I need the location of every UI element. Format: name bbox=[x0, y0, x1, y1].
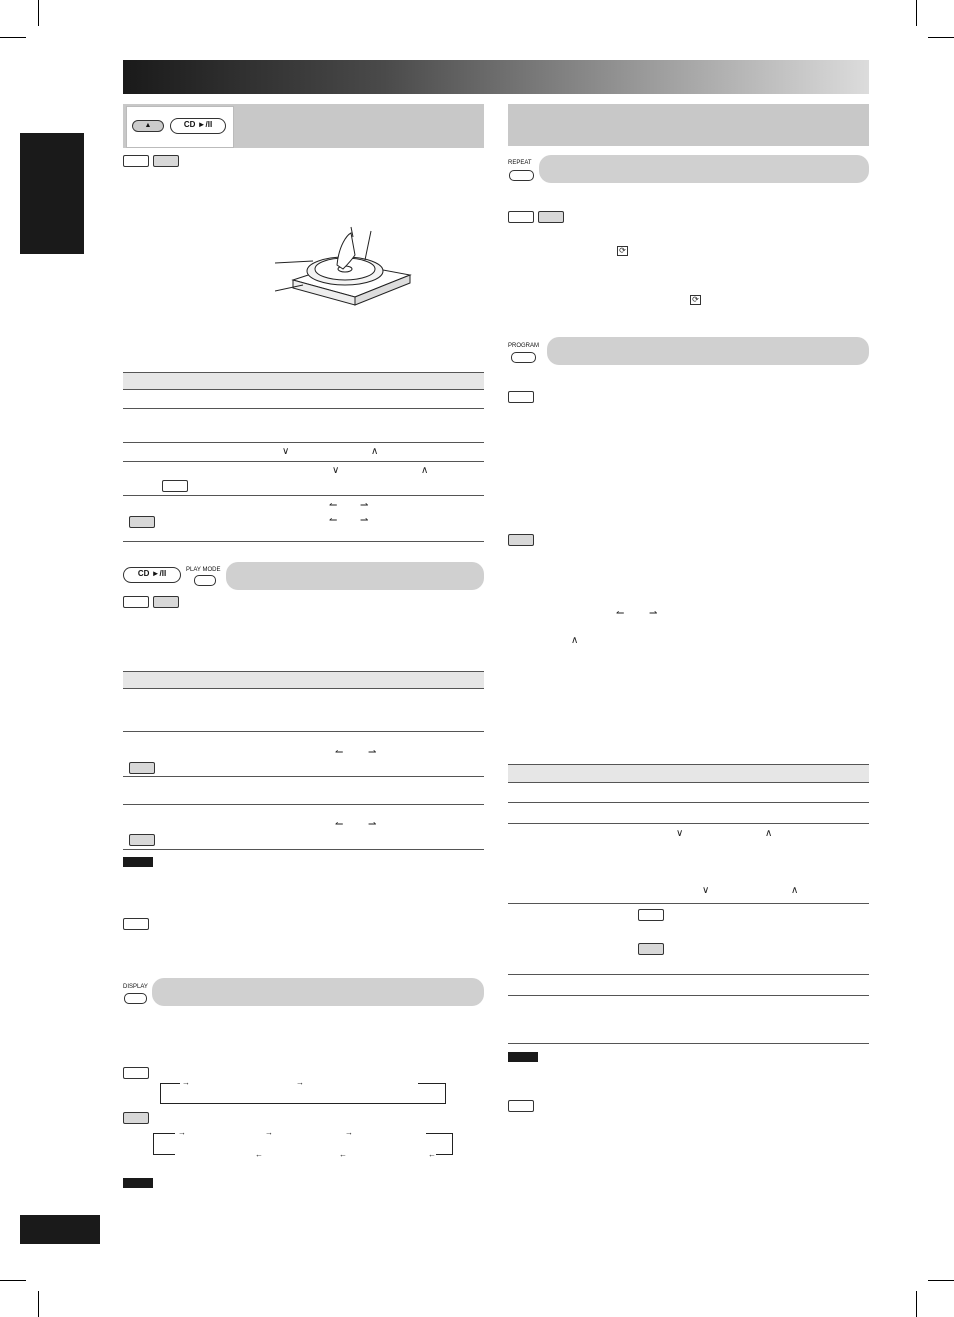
table-rule bbox=[123, 849, 484, 850]
down-glyph: ∨ bbox=[702, 885, 710, 896]
cycle-diagram-line bbox=[160, 1083, 161, 1103]
arrow-right-glyph: → bbox=[296, 1078, 304, 1087]
table-rule bbox=[508, 782, 869, 783]
remote-key bbox=[129, 834, 155, 846]
table-rule bbox=[123, 389, 484, 390]
cd-play-pause-button[interactable]: CD ►/II bbox=[170, 118, 226, 134]
crop-mark bbox=[916, 1291, 917, 1317]
table-rule bbox=[508, 802, 869, 803]
display-label: DISPLAY bbox=[123, 984, 148, 990]
cycle-diagram-line bbox=[452, 1133, 453, 1154]
remote-key bbox=[162, 480, 188, 492]
crop-mark bbox=[916, 0, 917, 26]
table-rule bbox=[123, 731, 484, 732]
arrow-left-glyph: ← bbox=[255, 1150, 263, 1159]
crop-mark bbox=[0, 37, 26, 38]
remote-key bbox=[508, 211, 534, 223]
table-rule bbox=[123, 671, 484, 672]
table-rule bbox=[123, 442, 484, 443]
cycle-diagram-line bbox=[160, 1103, 446, 1104]
skip-back-glyph: ↼ bbox=[335, 747, 344, 758]
table-header bbox=[123, 671, 484, 688]
skip-back-glyph: ↼ bbox=[616, 608, 625, 619]
up-glyph: ∧ bbox=[571, 635, 579, 646]
skip-fwd-glyph: ⇀ bbox=[649, 608, 658, 619]
section-header-repeat bbox=[539, 155, 869, 183]
cycle-diagram-line bbox=[436, 1154, 453, 1155]
section-header-play-mode bbox=[226, 562, 484, 590]
arrow-left-glyph: ← bbox=[428, 1150, 436, 1159]
table-header bbox=[508, 764, 869, 782]
table-rule bbox=[508, 995, 869, 996]
remote-key bbox=[123, 155, 149, 167]
skip-fwd-glyph: ⇀ bbox=[368, 819, 377, 830]
up-glyph: ∧ bbox=[421, 465, 429, 476]
table-rule bbox=[123, 688, 484, 689]
down-glyph: ∨ bbox=[332, 465, 340, 476]
remote-key bbox=[638, 909, 664, 921]
note-badge bbox=[123, 857, 153, 867]
repeat-indicator-icon: ⟳ bbox=[690, 295, 701, 305]
table-rule bbox=[508, 1043, 869, 1044]
page-number-tab bbox=[20, 1215, 100, 1244]
play-mode-label: PLAY MODE bbox=[186, 567, 221, 573]
crop-mark bbox=[38, 1291, 39, 1317]
disc-insertion-illustration bbox=[275, 225, 415, 315]
skip-fwd-glyph: ⇀ bbox=[368, 747, 377, 758]
side-language-tab bbox=[20, 133, 84, 254]
remote-key bbox=[153, 155, 179, 167]
up-glyph: ∧ bbox=[371, 446, 379, 457]
program-button[interactable] bbox=[511, 352, 536, 363]
cycle-diagram-line bbox=[153, 1133, 175, 1134]
cycle-diagram-line bbox=[160, 1083, 180, 1084]
table-rule bbox=[123, 408, 484, 409]
table-rule bbox=[508, 764, 869, 765]
up-glyph: ∧ bbox=[791, 885, 799, 896]
play-mode-button[interactable] bbox=[194, 575, 216, 586]
section-header-display bbox=[152, 978, 484, 1006]
remote-key bbox=[123, 1067, 149, 1079]
table-rule bbox=[508, 903, 869, 904]
arrow-left-glyph: ← bbox=[339, 1150, 347, 1159]
remote-key bbox=[153, 596, 179, 608]
table-rule bbox=[123, 804, 484, 805]
remote-key bbox=[129, 516, 155, 528]
remote-key bbox=[123, 1112, 149, 1124]
section-header-program bbox=[547, 337, 869, 365]
table-rule bbox=[123, 541, 484, 542]
table-rule bbox=[508, 823, 869, 824]
arrow-right-glyph: → bbox=[178, 1128, 186, 1137]
table-rule bbox=[123, 461, 484, 462]
cycle-diagram-line bbox=[153, 1154, 175, 1155]
cycle-diagram-line bbox=[426, 1133, 453, 1134]
cycle-diagram-line bbox=[418, 1083, 446, 1084]
repeat-label: REPEAT bbox=[508, 160, 532, 166]
table-rule bbox=[123, 372, 484, 373]
remote-key bbox=[123, 596, 149, 608]
program-label: PROGRAM bbox=[508, 343, 540, 349]
remote-key bbox=[508, 391, 534, 403]
repeat-indicator-icon: ⟳ bbox=[617, 246, 628, 256]
remote-key bbox=[638, 943, 664, 955]
crop-mark bbox=[38, 0, 39, 26]
crop-mark bbox=[928, 37, 954, 38]
cd-play-pause-button[interactable]: CD ►/II bbox=[123, 567, 181, 583]
table-rule bbox=[123, 495, 484, 496]
up-glyph: ∧ bbox=[765, 828, 773, 839]
skip-back-glyph: ↼ bbox=[335, 819, 344, 830]
page-header-bar bbox=[123, 60, 869, 94]
skip-fwd-glyph: ⇀ bbox=[360, 500, 369, 511]
arrow-right-glyph: → bbox=[182, 1078, 190, 1087]
cycle-diagram-line bbox=[153, 1133, 154, 1154]
table-header bbox=[123, 372, 484, 389]
remote-key bbox=[123, 918, 149, 930]
skip-back-glyph: ↼ bbox=[329, 515, 338, 526]
remote-key bbox=[129, 762, 155, 774]
down-glyph: ∨ bbox=[282, 446, 290, 457]
arrow-right-glyph: → bbox=[265, 1128, 273, 1137]
note-badge bbox=[508, 1052, 538, 1062]
table-rule bbox=[508, 974, 869, 975]
note-badge bbox=[123, 1178, 153, 1188]
table-rule bbox=[123, 776, 484, 777]
crop-mark bbox=[0, 1280, 26, 1281]
remote-key bbox=[508, 534, 534, 546]
remote-key bbox=[508, 1100, 534, 1112]
display-button[interactable] bbox=[124, 993, 147, 1004]
open-close-button[interactable]: ▲ bbox=[132, 120, 164, 132]
down-glyph: ∨ bbox=[676, 828, 684, 839]
remote-key bbox=[538, 211, 564, 223]
repeat-button[interactable] bbox=[509, 170, 534, 181]
cycle-diagram-line bbox=[445, 1083, 446, 1103]
skip-fwd-glyph: ⇀ bbox=[360, 515, 369, 526]
crop-mark bbox=[928, 1280, 954, 1281]
section-header-advanced bbox=[508, 104, 869, 146]
skip-back-glyph: ↼ bbox=[329, 500, 338, 511]
arrow-right-glyph: → bbox=[345, 1128, 353, 1137]
